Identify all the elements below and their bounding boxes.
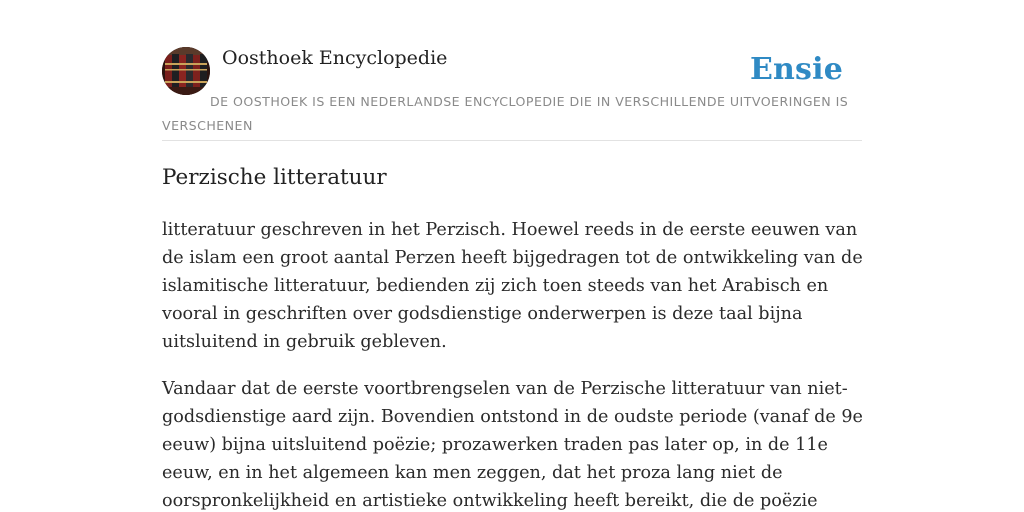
site-tagline: DE OOSTHOEK IS EEN NEDERLANDSE ENCYCLOPEDIE DIE IN VERSCHILLENDE UITVOERINGEN IS VERSCHENEN [162,94,849,133]
encyclopedia-books-icon[interactable] [162,47,210,95]
article-title: Perzische litteratuur [162,165,387,190]
site-name[interactable]: Oosthoek Encyclopedie [222,47,448,69]
article-body [162,216,864,512]
article-paragraph: litteratuur geschreven in het Perzisch. Hoewel reeds in de eerste eeuwen van de islam een groot aantal Perzen heeft bijgedragen tot de ontwikkeling van de islamitische litteratuur, bedienden zij zich toen steeds van het Arabisch en vooral in geschriften over godsdienstige onderwerpen is deze taal bijna uitsluitend in gebruik gebleven. [162,220,863,352]
brand-logo[interactable]: Ensie [749,52,843,87]
site-header [162,46,862,141]
article-paragraph: Vandaar dat de eerste voortbrengselen van de Perzische litteratuur van niet-godsdienstige aard zijn. Bovendien ontstond in de oudste periode (vanaf de 9e eeuw) bijna uitsluitend poëzie; prozawerken traden pas later op, in de 11e eeuw, en in het algemeen kan men zeggen, dat het proza lang niet de oorspronkelijkheid en artistieke ontwikkeling heeft bereikt, die de poëzie [162,379,863,511]
